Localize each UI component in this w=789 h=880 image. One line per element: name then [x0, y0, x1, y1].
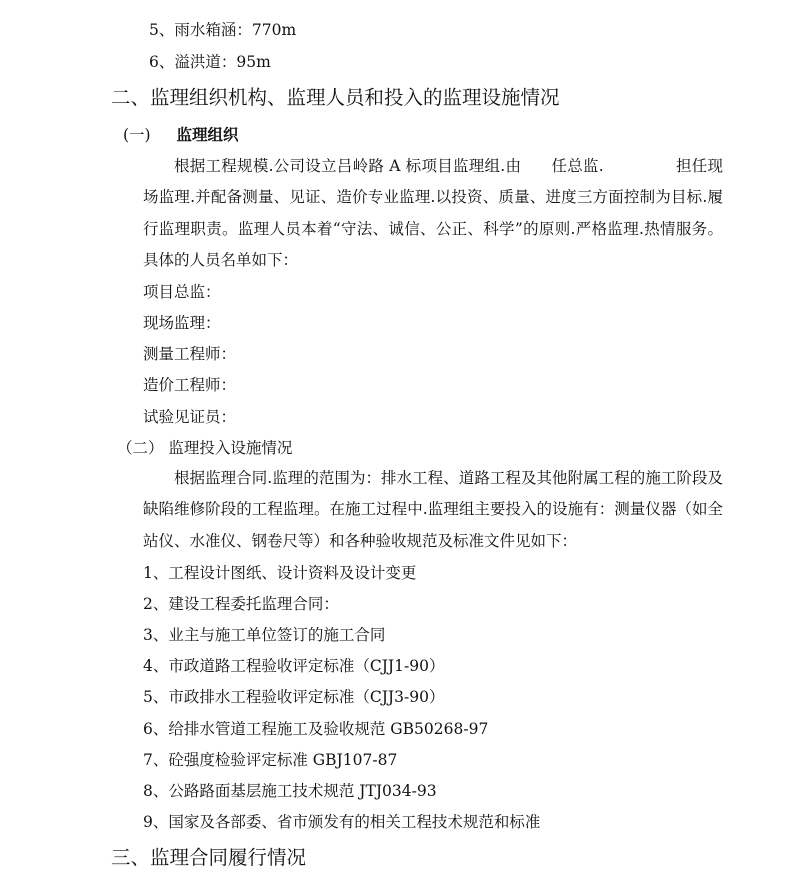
list-item: 2、建设工程委托监理合同： [143, 595, 339, 613]
list-item: 8、公路路面基层施工技术规范 JTJ034-93 [143, 782, 437, 800]
list-item: 5、雨水箱涵：770m [149, 21, 297, 39]
list-item: 3、业主与施工单位签订的施工合同 [143, 626, 386, 644]
paragraph-facilities: 根据监理合同.监理的范围为：排水工程、道路工程及其他附属工程的施工阶段及缺陷维修阶段的工程监理。在施工过程中.监理组主要投入的设施有：测量仪器（如全站仪、水准仪、钢卷尺等）和各种验收规范及标准文件见如下： [143, 469, 723, 550]
subsection-heading: （二） 监理投入设施情况 [117, 439, 293, 457]
list-item: 6、给排水管道工程施工及验收规范 GB50268-97 [143, 720, 489, 738]
list-item: 9、国家及各部委、省市颁发有的相关工程技术规范和标准 [143, 813, 541, 831]
subsection-number: (一) [123, 126, 151, 144]
list-item: 5、市政排水工程验收评定标准（CJJ3-90） [143, 688, 445, 706]
paragraph-organization: 根据工程规模.公司设立吕岭路 A 标项目监理组.由 任总监. 担任现场监理.并配备测量、见证、造价专业监理.以投资、质量、进度三方面控制为目标.履行监理职责。监理人员本着“守法、诚信、公正、科学”的原则.严格监理.热情服务。具体的人员名单如下： [143, 157, 723, 269]
role-label: 现场监理： [143, 314, 221, 332]
role-label: 项目总监： [143, 283, 221, 301]
section-heading: 三、监理合同履行情况 [111, 846, 307, 869]
role-label: 试验见证员： [143, 408, 237, 426]
section-heading: 二、监理组织机构、监理人员和投入的监理设施情况 [111, 86, 560, 109]
role-label: 造价工程师： [143, 376, 237, 394]
list-item: 4、市政道路工程验收评定标准（CJJ1-90） [143, 657, 445, 675]
subsection-heading [123, 124, 239, 146]
list-item: 7、砼强度检验评定标准 GBJ107-87 [143, 751, 398, 769]
role-label: 测量工程师： [143, 345, 237, 363]
list-item: 1、工程设计图纸、设计资料及设计变更 [143, 564, 417, 582]
subsection-title: 监理组织 [176, 125, 239, 144]
list-item: 6、溢洪道：95m [149, 53, 271, 71]
